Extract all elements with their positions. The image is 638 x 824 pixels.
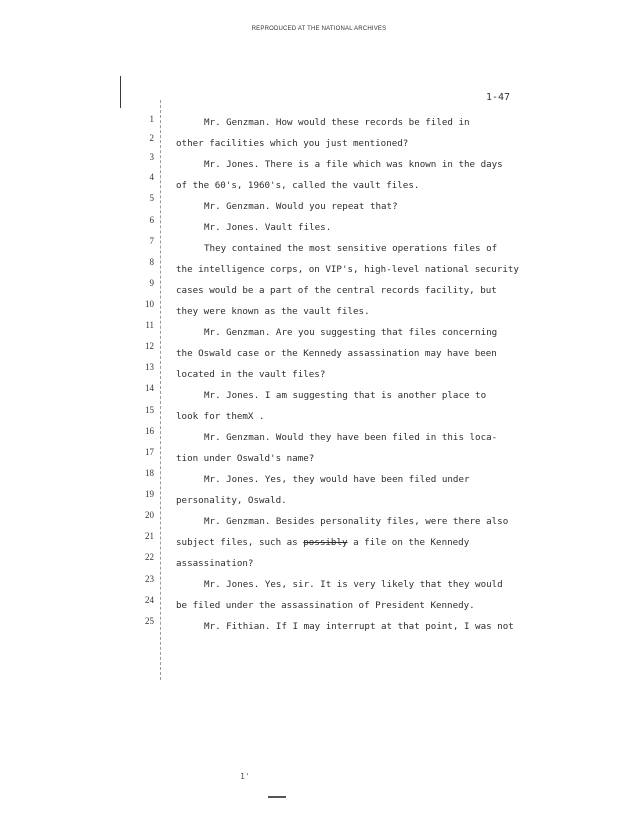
transcript-line: Mr. Fithian. If I may interrupt at that point, I was not	[204, 621, 514, 632]
archive-stamp: REPRODUCED AT THE NATIONAL ARCHIVES	[251, 26, 387, 32]
line-number: 6	[149, 215, 154, 225]
line-number: 9	[149, 278, 154, 288]
struck-word: possibly	[303, 537, 348, 548]
footer-dash	[268, 796, 286, 798]
line-number: 18	[145, 468, 154, 478]
transcript-line: Mr. Jones. Yes, sir. It is very likely that they would	[204, 579, 503, 590]
transcript-line: Mr. Jones. Yes, they would have been filed under	[204, 474, 470, 485]
line-number: 23	[145, 574, 154, 584]
line-number: 19	[145, 489, 154, 499]
line-number: 15	[145, 405, 154, 415]
transcript-line: other facilities which you just mentioned?	[176, 138, 409, 149]
line-number: 13	[145, 362, 154, 372]
transcript-line: Mr. Genzman. Are you suggesting that files concerning	[204, 327, 498, 338]
line-number: 2	[149, 133, 154, 143]
line-number: 10	[145, 299, 154, 309]
line-segment: a file on the Kennedy	[353, 537, 470, 548]
transcript-line: Mr. Jones. There is a file which was known in the days	[204, 159, 503, 170]
transcript-line: located in the vault files?	[176, 369, 326, 380]
transcript-line: Mr. Genzman. How would these records be filed in	[204, 117, 470, 128]
footer-mark-text: 1'	[240, 772, 250, 781]
transcript-line: Mr. Jones. I am suggesting that is another place to	[204, 390, 487, 401]
transcript-line: Mr. Genzman. Would they have been filed in this loca-	[204, 432, 498, 443]
transcript-line: they were known as the vault files.	[176, 306, 370, 317]
transcript-line: Mr. Jones. Vault files.	[204, 222, 332, 233]
transcript-line: cases would be a part of the central records facility, but	[176, 285, 497, 296]
line-number: 1	[149, 114, 154, 124]
line-number: 5	[149, 193, 154, 203]
transcript-line: Mr. Genzman. Besides personality files, were there also	[204, 516, 509, 527]
line-number: 14	[145, 383, 154, 393]
line-number: 3	[149, 152, 154, 162]
page-number: 1-47	[486, 92, 511, 103]
line-number: 8	[149, 257, 154, 267]
transcript-line: be filed under the assassination of President Kennedy.	[176, 600, 475, 611]
transcript-line: the intelligence corps, on VIP's, high-level national security	[176, 264, 519, 275]
line-number: 21	[145, 531, 154, 541]
transcript-line: Mr. Genzman. Would you repeat that?	[204, 201, 398, 212]
margin-mark	[120, 76, 121, 108]
line-segment: subject files, such as	[176, 537, 298, 548]
transcript-line: They contained the most sensitive operations files of	[204, 243, 498, 254]
line-number: 16	[145, 426, 154, 436]
transcript-line: tion under Oswald's name?	[176, 453, 315, 464]
line-number: 11	[145, 320, 154, 330]
transcript-line: personality, Oswald.	[176, 495, 287, 506]
transcript-line	[176, 537, 469, 548]
line-number: 22	[145, 552, 154, 562]
line-number: 17	[145, 447, 154, 457]
line-number: 12	[145, 341, 154, 351]
transcript-line: of the 60's, 1960's, called the vault files.	[176, 180, 420, 191]
left-margin-rule	[160, 100, 162, 680]
transcript-line: look for themX .	[176, 411, 265, 422]
transcript-line: the Oswald case or the Kennedy assassination may have been	[176, 348, 497, 359]
line-number: 20	[145, 510, 154, 520]
line-number: 24	[145, 595, 154, 605]
line-number: 25	[145, 616, 154, 626]
transcript-line: assassination?	[176, 558, 254, 569]
line-number: 4	[149, 172, 154, 182]
line-number: 7	[149, 236, 154, 246]
